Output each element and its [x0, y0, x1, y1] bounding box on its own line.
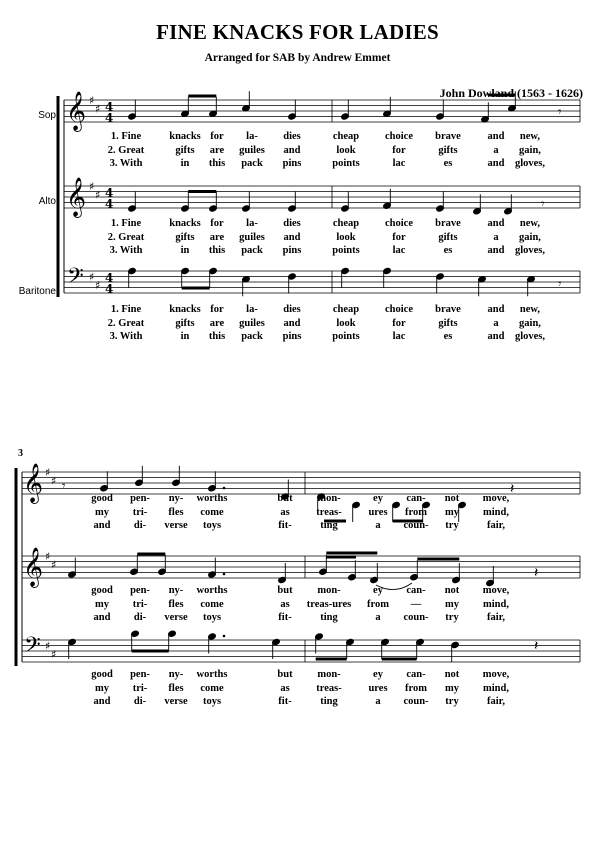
lyric-syllable: gifts — [175, 231, 195, 243]
quarter-rest-icon: 𝄽 — [534, 565, 539, 581]
lyric-syllable: move, — [482, 585, 510, 596]
part-label-baritone: Baritone — [18, 286, 56, 297]
eighth-rest-icon: 𝄾 — [558, 277, 562, 292]
lyric-syllable: for — [210, 131, 224, 142]
lyric-syllable: new, — [519, 304, 541, 315]
lyric-syllable: pack — [241, 331, 263, 342]
lyric-syllable: fles — [168, 682, 184, 694]
lyric-syllable: look — [336, 144, 356, 156]
lyric-syllable: fles — [168, 598, 184, 610]
lyric-syllable: dies — [283, 131, 301, 142]
lyric-syllable: gifts — [438, 231, 458, 243]
treble-clef-icon: 𝄞 — [66, 177, 87, 217]
lyric-syllable: this — [208, 245, 226, 256]
lyric-syllable: good — [91, 585, 113, 596]
lyric-syllable: try — [445, 612, 459, 623]
lyric-syllable: not — [444, 669, 460, 680]
treble-clef-icon: 𝄞 — [23, 463, 44, 503]
lyric-syllable: can- — [406, 493, 426, 504]
lyric-syllable: and — [487, 131, 505, 142]
lyric-syllable: look — [336, 317, 356, 329]
lyric-syllable: pins — [282, 245, 302, 256]
lyric-syllable: 2. Great — [107, 317, 145, 329]
eighth-rest-icon: 𝄾 — [558, 105, 562, 120]
lyric-syllable: ey — [373, 493, 383, 504]
lyric-syllable: for — [210, 304, 224, 315]
lyric-syllable: not — [444, 493, 460, 504]
lyric-syllable: fit- — [278, 520, 292, 531]
time-signature-bottom: 4 — [105, 111, 114, 125]
sharp-icon: ♯ — [95, 278, 101, 292]
lyric-syllable: es — [443, 245, 453, 256]
lyric-syllable: try — [445, 520, 459, 531]
lyric-syllable: pack — [241, 245, 263, 256]
lyric-syllable: gloves, — [514, 331, 546, 342]
lyric-syllable: lac — [392, 245, 406, 256]
lyric-syllable: gain, — [519, 231, 541, 243]
lyric-syllable: and — [283, 317, 301, 329]
lyric-syllable: 3. With — [109, 158, 143, 169]
measure-number: 3 — [18, 448, 23, 459]
lyric-syllable: my — [95, 506, 109, 518]
lyric-syllable: come — [200, 598, 224, 610]
lyric-syllable: but — [277, 585, 293, 596]
lyric-syllable: a — [375, 612, 381, 623]
lyric-syllable: come — [200, 506, 224, 518]
lyric-syllable: verse — [164, 696, 188, 707]
sharp-icon: ♯ — [45, 466, 51, 479]
sharp-icon: ♯ — [89, 270, 95, 284]
lyric-syllable: but — [277, 493, 293, 504]
lyric-syllable: look — [336, 231, 356, 243]
time-signature-top: 4 — [105, 271, 114, 285]
lyric-syllable: for — [392, 144, 406, 156]
lyric-syllable: pins — [282, 331, 302, 342]
lyric-syllable: can- — [406, 585, 426, 596]
lyric-syllable: gloves, — [514, 245, 546, 256]
subtitle: Arranged for SAB by Andrew Emmet — [204, 52, 391, 64]
sharp-icon: ♯ — [95, 102, 101, 116]
lyric-syllable: are — [209, 231, 225, 243]
time-signature-top: 4 — [105, 100, 114, 114]
lyric-syllable: ures — [368, 682, 388, 694]
sharp-icon: ♯ — [89, 94, 95, 107]
lyric-syllable: dies — [283, 304, 301, 315]
lyric-syllable: brave — [435, 218, 461, 229]
lyric-syllable: cheap — [332, 304, 360, 315]
lyric-syllable: treas- — [316, 682, 342, 694]
lyric-syllable: toys — [202, 696, 222, 707]
lyric-syllable: come — [200, 682, 224, 694]
lyric-syllable: gifts — [175, 144, 195, 156]
lyric-syllable: a — [493, 231, 499, 243]
lyric-syllable: knacks — [169, 218, 201, 229]
lyric-syllable: toys — [202, 520, 222, 531]
lyric-syllable: mon- — [317, 493, 341, 504]
lyric-syllable: gifts — [175, 317, 195, 329]
lyric-syllable: ures — [368, 506, 388, 518]
dot — [223, 573, 226, 576]
lyric-syllable: and — [487, 218, 505, 229]
lyric-syllable: la- — [246, 304, 258, 315]
lyric-syllable: fit- — [278, 612, 292, 623]
lyric-syllable: 1. Fine — [110, 304, 142, 315]
lyric-syllable: and — [283, 144, 301, 156]
sharp-icon: ♯ — [51, 558, 57, 572]
lyric-syllable: 1. Fine — [110, 131, 142, 142]
lyric-syllable: cheap — [332, 131, 360, 142]
quarter-rest-icon: 𝄽 — [534, 638, 539, 654]
lyric-syllable: my — [445, 682, 459, 694]
lyric-syllable: this — [208, 158, 226, 169]
lyric-syllable: my — [95, 682, 109, 694]
lyric-syllable: fair, — [487, 612, 505, 623]
lyric-syllable: gain, — [519, 317, 541, 329]
lyric-syllable: good — [91, 669, 113, 680]
lyric-syllable: coun- — [403, 612, 429, 623]
lyric-syllable: as — [280, 682, 290, 694]
quarter-rest-icon: 𝄽 — [510, 481, 515, 497]
lyric-syllable: guiles — [239, 144, 265, 156]
lyric-syllable: es — [443, 331, 453, 342]
lyric-syllable: 3. With — [109, 245, 143, 256]
lyric-syllable: di- — [133, 520, 147, 531]
lyric-syllable: coun- — [403, 520, 429, 531]
lyric-syllable: but — [277, 669, 293, 680]
lyric-syllable: tri- — [132, 598, 148, 610]
lyric-syllable: ey — [373, 585, 383, 596]
lyric-syllable: mind, — [483, 506, 509, 518]
sharp-icon: ♯ — [51, 647, 57, 661]
lyric-syllable: la- — [246, 218, 258, 229]
lyric-syllable: brave — [435, 131, 461, 142]
part-label-soprano: Sop — [38, 110, 56, 121]
time-signature-bottom: 4 — [105, 282, 114, 296]
lyric-syllable: pack — [241, 158, 263, 169]
lyric-syllable: ny- — [168, 585, 184, 596]
lyric-syllable: my — [95, 598, 109, 610]
lyric-syllable: la- — [246, 131, 258, 142]
lyric-syllable: coun- — [403, 696, 429, 707]
lyric-syllable: dies — [283, 218, 301, 229]
lyric-syllable: from — [405, 682, 427, 694]
lyric-syllable: not — [444, 585, 460, 596]
lyric-syllable: this — [208, 331, 226, 342]
lyric-syllable: lac — [392, 331, 406, 342]
lyric-syllable: mind, — [483, 598, 509, 610]
lyric-syllable: ting — [320, 696, 338, 707]
lyric-syllable: verse — [164, 520, 188, 531]
sharp-icon: ♯ — [45, 550, 51, 563]
lyric-syllable: in — [180, 331, 190, 342]
lyric-syllable: knacks — [169, 131, 201, 142]
lyric-syllable: in — [180, 245, 190, 256]
lyric-syllable: and — [93, 696, 111, 707]
lyric-syllable: treas- — [316, 506, 342, 518]
lyric-syllable: new, — [519, 131, 541, 142]
lyric-syllable: good — [91, 493, 113, 504]
lyric-syllable: mon- — [317, 585, 341, 596]
time-signature-bottom: 4 — [105, 197, 114, 211]
lyric-syllable: treas-ures — [306, 598, 352, 610]
lyric-syllable: cheap — [332, 218, 360, 229]
lyric-syllable: fit- — [278, 696, 292, 707]
composer: John Dowland (1563 - 1626) — [439, 86, 583, 100]
lyric-syllable: fles — [168, 506, 184, 518]
dot — [223, 635, 226, 638]
lyric-syllable: choice — [385, 304, 413, 315]
sharp-icon: ♯ — [45, 639, 51, 653]
lyric-syllable: for — [210, 218, 224, 229]
lyric-syllable: ting — [320, 520, 338, 531]
lyric-syllable: worths — [196, 493, 228, 504]
lyric-syllable: and — [487, 245, 505, 256]
sharp-icon: ♯ — [51, 474, 57, 488]
page-title: FINE KNACKS FOR LADIES — [156, 20, 439, 44]
lyric-syllable: gain, — [519, 144, 541, 156]
lyric-syllable: 2. Great — [107, 144, 145, 156]
treble-clef-icon: 𝄞 — [66, 91, 87, 131]
lyric-syllable: di- — [133, 612, 147, 623]
sharp-icon: ♯ — [89, 180, 95, 193]
lyric-syllable: points — [332, 158, 360, 169]
lyric-syllable: as — [280, 506, 290, 518]
lyric-syllable: in — [180, 158, 190, 169]
lyric-syllable: lac — [392, 158, 406, 169]
lyric-syllable: a — [493, 317, 499, 329]
bass-clef-icon: 𝄢 — [24, 633, 41, 663]
dot — [223, 487, 226, 490]
lyric-syllable: move, — [482, 669, 510, 680]
lyric-syllable: di- — [133, 696, 147, 707]
lyric-syllable: ny- — [168, 669, 184, 680]
lyric-syllable: worths — [196, 585, 228, 596]
lyric-syllable: gifts — [438, 144, 458, 156]
lyric-syllable: and — [487, 304, 505, 315]
eighth-rest-icon: 𝄾 — [541, 197, 545, 212]
lyric-syllable: verse — [164, 612, 188, 623]
lyric-syllable: fair, — [487, 520, 505, 531]
part-label-alto: Alto — [38, 196, 56, 207]
lyric-syllable: move, — [482, 493, 510, 504]
lyric-syllable: pen- — [130, 585, 150, 596]
lyric-syllable: as — [280, 598, 290, 610]
lyric-syllable: ting — [320, 612, 338, 623]
lyric-syllable: points — [332, 331, 360, 342]
lyric-syllable: brave — [435, 304, 461, 315]
lyric-syllable: guiles — [239, 231, 265, 243]
sharp-icon: ♯ — [95, 188, 101, 202]
bass-clef-icon: 𝄢 — [67, 264, 84, 294]
lyric-syllable: toys — [202, 612, 222, 623]
lyric-syllable: my — [445, 598, 459, 610]
lyric-syllable: choice — [385, 131, 413, 142]
lyric-syllable: for — [392, 317, 406, 329]
lyric-syllable: are — [209, 317, 225, 329]
lyric-syllable: new, — [519, 218, 541, 229]
lyric-syllable: guiles — [239, 317, 265, 329]
lyric-syllable: tri- — [132, 682, 148, 694]
lyric-syllable: a — [493, 144, 499, 156]
lyric-syllable: 2. Great — [107, 231, 145, 243]
lyric-syllable: from — [367, 598, 389, 610]
lyric-syllable: mind, — [483, 682, 509, 694]
lyric-syllable: try — [445, 696, 459, 707]
lyric-syllable: es — [443, 158, 453, 169]
lyric-syllable: a — [375, 520, 381, 531]
lyric-syllable: a — [375, 696, 381, 707]
lyric-syllable: worths — [196, 669, 228, 680]
lyric-syllable: ey — [373, 669, 383, 680]
lyric-syllable: and — [283, 231, 301, 243]
lyric-syllable: choice — [385, 218, 413, 229]
time-signature-top: 4 — [105, 186, 114, 200]
lyric-syllable: can- — [406, 669, 426, 680]
lyric-syllable: gifts — [438, 317, 458, 329]
lyric-syllable: 1. Fine — [110, 218, 142, 229]
lyric-syllable: mon- — [317, 669, 341, 680]
lyric-syllable: pins — [282, 158, 302, 169]
lyric-syllable: and — [487, 331, 505, 342]
lyric-syllable: ny- — [168, 493, 184, 504]
lyric-syllable: from — [405, 506, 427, 518]
lyric-syllable: points — [332, 245, 360, 256]
eighth-rest-icon: 𝄾 — [62, 479, 66, 494]
lyric-syllable: and — [487, 158, 505, 169]
lyric-syllable: gloves, — [514, 158, 546, 169]
lyric-syllable: — — [410, 598, 422, 610]
treble-clef-icon: 𝄞 — [23, 547, 44, 587]
lyric-syllable: knacks — [169, 304, 201, 315]
lyric-syllable: and — [93, 612, 111, 623]
lyric-syllable: fair, — [487, 696, 505, 707]
lyric-syllable: 3. With — [109, 331, 143, 342]
lyric-syllable: and — [93, 520, 111, 531]
lyric-syllable: pen- — [130, 669, 150, 680]
lyric-syllable: tri- — [132, 506, 148, 518]
lyric-syllable: are — [209, 144, 225, 156]
lyric-syllable: for — [392, 231, 406, 243]
lyric-syllable: pen- — [130, 493, 150, 504]
lyric-syllable: my — [445, 506, 459, 518]
